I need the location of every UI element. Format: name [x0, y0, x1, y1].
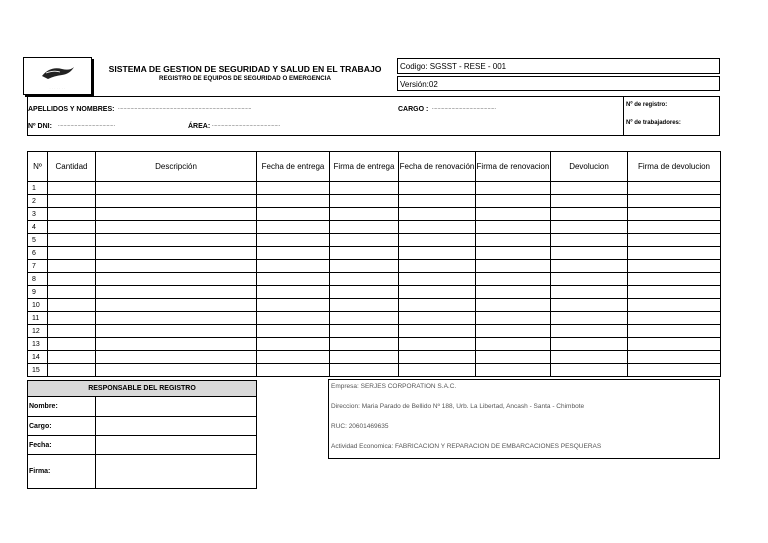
- table-cell[interactable]: [476, 234, 551, 247]
- table-cell[interactable]: [257, 351, 330, 364]
- table-cell[interactable]: [96, 182, 257, 195]
- table-cell[interactable]: [330, 195, 399, 208]
- table-cell[interactable]: [257, 338, 330, 351]
- table-cell[interactable]: [628, 351, 721, 364]
- table-cell[interactable]: [476, 351, 551, 364]
- table-cell[interactable]: [96, 195, 257, 208]
- trabajadores-label: Nº de trabajadores:: [626, 120, 681, 126]
- table-cell[interactable]: [399, 260, 476, 273]
- table-cell[interactable]: [96, 286, 257, 299]
- table-cell[interactable]: [628, 208, 721, 221]
- row-number: 1: [28, 182, 48, 195]
- table-cell[interactable]: [399, 286, 476, 299]
- table-row: [28, 325, 721, 338]
- table-cell[interactable]: [96, 273, 257, 286]
- table-cell[interactable]: [48, 182, 96, 195]
- table-cell[interactable]: [48, 208, 96, 221]
- responsible-cargo-label: Cargo:: [28, 417, 96, 436]
- responsible-name-field[interactable]: [96, 397, 257, 417]
- table-cell[interactable]: [551, 299, 628, 312]
- table-cell[interactable]: [399, 234, 476, 247]
- table-cell[interactable]: [96, 364, 257, 377]
- table-cell[interactable]: [476, 247, 551, 260]
- table-cell[interactable]: [399, 325, 476, 338]
- table-cell[interactable]: [628, 247, 721, 260]
- table-cell[interactable]: [48, 195, 96, 208]
- table-cell[interactable]: [48, 364, 96, 377]
- table-cell[interactable]: [330, 286, 399, 299]
- table-cell[interactable]: [257, 325, 330, 338]
- row-number: 5: [28, 234, 48, 247]
- table-cell[interactable]: [257, 208, 330, 221]
- table-cell[interactable]: [48, 299, 96, 312]
- table-cell[interactable]: [476, 221, 551, 234]
- table-cell[interactable]: [96, 351, 257, 364]
- table-cell[interactable]: [399, 312, 476, 325]
- table-cell[interactable]: [399, 273, 476, 286]
- table-cell[interactable]: [330, 325, 399, 338]
- col-header-return: Devolucion: [551, 152, 628, 182]
- responsible-signature-label: Firma:: [28, 455, 96, 489]
- table-row: [28, 299, 721, 312]
- row-number: 8: [28, 273, 48, 286]
- table-row: [28, 195, 721, 208]
- table-cell[interactable]: [551, 195, 628, 208]
- table-cell[interactable]: [476, 338, 551, 351]
- table-cell[interactable]: [551, 364, 628, 377]
- table-cell[interactable]: [96, 221, 257, 234]
- table-cell[interactable]: [330, 208, 399, 221]
- col-header-description: Descripción: [96, 152, 257, 182]
- table-cell[interactable]: [551, 208, 628, 221]
- row-number: 13: [28, 338, 48, 351]
- row-number: 6: [28, 247, 48, 260]
- table-cell[interactable]: [257, 299, 330, 312]
- table-cell[interactable]: [96, 338, 257, 351]
- company-ruc: RUC: 20601469635: [331, 423, 389, 430]
- table-row: [28, 351, 721, 364]
- table-cell[interactable]: [628, 273, 721, 286]
- table-cell[interactable]: [96, 234, 257, 247]
- table-header-row: [28, 152, 721, 182]
- table-cell[interactable]: [330, 312, 399, 325]
- row-number: 4: [28, 221, 48, 234]
- row-number: 10: [28, 299, 48, 312]
- cargo-line[interactable]: ..............................................: [432, 105, 496, 111]
- table-row: [28, 234, 721, 247]
- table-cell[interactable]: [96, 325, 257, 338]
- fish-icon: [40, 64, 76, 82]
- table-cell[interactable]: [330, 247, 399, 260]
- row-number: 2: [28, 195, 48, 208]
- table-cell[interactable]: [399, 195, 476, 208]
- responsible-date-label: Fecha:: [28, 436, 96, 455]
- responsible-cargo-field[interactable]: [96, 417, 257, 436]
- table-cell[interactable]: [551, 325, 628, 338]
- table-cell[interactable]: [330, 364, 399, 377]
- table-cell[interactable]: [551, 221, 628, 234]
- table-cell[interactable]: [551, 351, 628, 364]
- table-cell[interactable]: [628, 299, 721, 312]
- table-row: [28, 338, 721, 351]
- table-cell[interactable]: [96, 208, 257, 221]
- table-row: [28, 221, 721, 234]
- table-cell[interactable]: [257, 195, 330, 208]
- row-number: 15: [28, 364, 48, 377]
- table-cell[interactable]: [399, 221, 476, 234]
- table-row: [28, 286, 721, 299]
- company-address: Direccion: Maria Parado de Bellido Nº 188, Urb. La Libertad, Ancash - Santa - Chimbote: [331, 403, 585, 410]
- dni-line[interactable]: .........................................: [58, 122, 115, 128]
- table-cell[interactable]: [96, 260, 257, 273]
- row-number: 7: [28, 260, 48, 273]
- col-header-quantity: Cantidad: [48, 152, 96, 182]
- row-number: 11: [28, 312, 48, 325]
- table-cell[interactable]: [96, 312, 257, 325]
- table-cell[interactable]: [551, 338, 628, 351]
- table-cell[interactable]: [551, 260, 628, 273]
- names-line[interactable]: ................................................................................................: [118, 105, 252, 111]
- row-number: 3: [28, 208, 48, 221]
- table-cell[interactable]: [257, 273, 330, 286]
- table-cell[interactable]: [399, 247, 476, 260]
- table-cell[interactable]: [628, 195, 721, 208]
- table-cell[interactable]: [330, 234, 399, 247]
- row-number: 14: [28, 351, 48, 364]
- col-header-return-signature: Firma de devolucion: [628, 152, 721, 182]
- table-cell[interactable]: [257, 312, 330, 325]
- registro-label: Nº de registro:: [626, 102, 668, 108]
- table-cell[interactable]: [330, 182, 399, 195]
- table-row: [28, 182, 721, 195]
- table-cell[interactable]: [48, 247, 96, 260]
- company-info-box: [328, 379, 720, 459]
- responsible-table: [27, 380, 257, 489]
- table-cell[interactable]: [476, 260, 551, 273]
- table-cell[interactable]: [628, 312, 721, 325]
- table-cell[interactable]: [399, 364, 476, 377]
- table-cell[interactable]: [476, 208, 551, 221]
- table-cell[interactable]: [48, 286, 96, 299]
- company-activity: Actividad Economica: FABRICACION Y REPARACION DE EMBARCACIONES PESQUERAS: [331, 443, 602, 450]
- document-title: SISTEMA DE GESTION DE SEGURIDAD Y SALUD EN EL TRABAJO: [108, 64, 382, 74]
- table-cell[interactable]: [96, 247, 257, 260]
- row-number: 12: [28, 325, 48, 338]
- table-cell[interactable]: [48, 221, 96, 234]
- table-cell[interactable]: [476, 299, 551, 312]
- table-cell[interactable]: [628, 260, 721, 273]
- table-cell[interactable]: [257, 221, 330, 234]
- table-row: [28, 208, 721, 221]
- table-cell[interactable]: [48, 338, 96, 351]
- document-subtitle: REGISTRO DE EQUIPOS DE SEGURIDAD O EMERGENCIA: [159, 75, 331, 82]
- table-cell[interactable]: [551, 312, 628, 325]
- table-row: [28, 273, 721, 286]
- row-number: 9: [28, 286, 48, 299]
- company-name: Empresa: SERJES CORPORATION S.A.C.: [331, 383, 457, 390]
- table-cell[interactable]: [330, 351, 399, 364]
- table-cell[interactable]: [257, 182, 330, 195]
- table-cell[interactable]: [330, 221, 399, 234]
- table-cell[interactable]: [96, 299, 257, 312]
- table-cell[interactable]: [399, 299, 476, 312]
- table-cell[interactable]: [399, 182, 476, 195]
- table-cell[interactable]: [48, 234, 96, 247]
- table-cell[interactable]: [399, 208, 476, 221]
- table-cell[interactable]: [551, 182, 628, 195]
- table-cell[interactable]: [257, 260, 330, 273]
- table-cell[interactable]: [399, 338, 476, 351]
- table-cell[interactable]: [330, 260, 399, 273]
- col-header-delivery-date: Fecha de entrega: [257, 152, 330, 182]
- table-cell[interactable]: [628, 364, 721, 377]
- table-cell[interactable]: [48, 351, 96, 364]
- table-cell[interactable]: [551, 247, 628, 260]
- cargo-label: CARGO :: [398, 106, 429, 113]
- table-cell[interactable]: [48, 273, 96, 286]
- table-cell[interactable]: [257, 286, 330, 299]
- table-cell[interactable]: [48, 325, 96, 338]
- table-row: [28, 364, 721, 377]
- responsible-title: RESPONSABLE DEL REGISTRO: [28, 381, 257, 397]
- company-logo: [23, 57, 92, 95]
- col-header-number: Nº: [28, 152, 48, 182]
- table-cell[interactable]: [476, 312, 551, 325]
- responsible-name-label: Nombre:: [28, 397, 96, 417]
- col-header-renewal-signature: Firma de renovacion: [476, 152, 551, 182]
- table-cell[interactable]: [330, 338, 399, 351]
- table-row: [28, 260, 721, 273]
- area-line[interactable]: .................................................: [212, 122, 281, 128]
- table-cell[interactable]: [48, 260, 96, 273]
- col-header-delivery-signature: Firma de entrega: [330, 152, 399, 182]
- document-version: Versión:02: [397, 76, 720, 91]
- table-cell[interactable]: [476, 286, 551, 299]
- table-cell[interactable]: [551, 234, 628, 247]
- table-cell[interactable]: [628, 325, 721, 338]
- table-cell[interactable]: [476, 273, 551, 286]
- table-row: [28, 247, 721, 260]
- table-cell[interactable]: [330, 299, 399, 312]
- table-cell[interactable]: [476, 364, 551, 377]
- table-cell[interactable]: [48, 312, 96, 325]
- table-cell[interactable]: [628, 221, 721, 234]
- table-row: [28, 312, 721, 325]
- table-cell[interactable]: [399, 351, 476, 364]
- table-cell[interactable]: [628, 234, 721, 247]
- table-cell[interactable]: [330, 273, 399, 286]
- table-cell[interactable]: [476, 182, 551, 195]
- table-cell[interactable]: [551, 286, 628, 299]
- table-cell[interactable]: [257, 234, 330, 247]
- logo-caption: · · · · · · ·: [49, 86, 66, 90]
- table-cell[interactable]: [257, 364, 330, 377]
- table-cell[interactable]: [628, 338, 721, 351]
- document-code: Codigo: SGSST - RESE - 001: [397, 58, 720, 74]
- employee-info-box: [27, 96, 720, 136]
- info-box-divider: [623, 96, 624, 136]
- table-cell[interactable]: [476, 195, 551, 208]
- col-header-renewal-date: Fecha de renovación: [399, 152, 476, 182]
- responsible-date-field[interactable]: [96, 436, 257, 455]
- table-cell[interactable]: [551, 273, 628, 286]
- names-label: APELLIDOS Y NOMBRES:: [28, 106, 115, 113]
- responsible-signature-field[interactable]: [96, 455, 257, 489]
- table-cell[interactable]: [476, 325, 551, 338]
- table-cell[interactable]: [628, 286, 721, 299]
- area-label: ÁREA:: [188, 123, 211, 130]
- equipment-table: [27, 151, 721, 377]
- dni-label: Nº DNI:: [28, 123, 52, 130]
- table-cell[interactable]: [628, 182, 721, 195]
- table-cell[interactable]: [257, 247, 330, 260]
